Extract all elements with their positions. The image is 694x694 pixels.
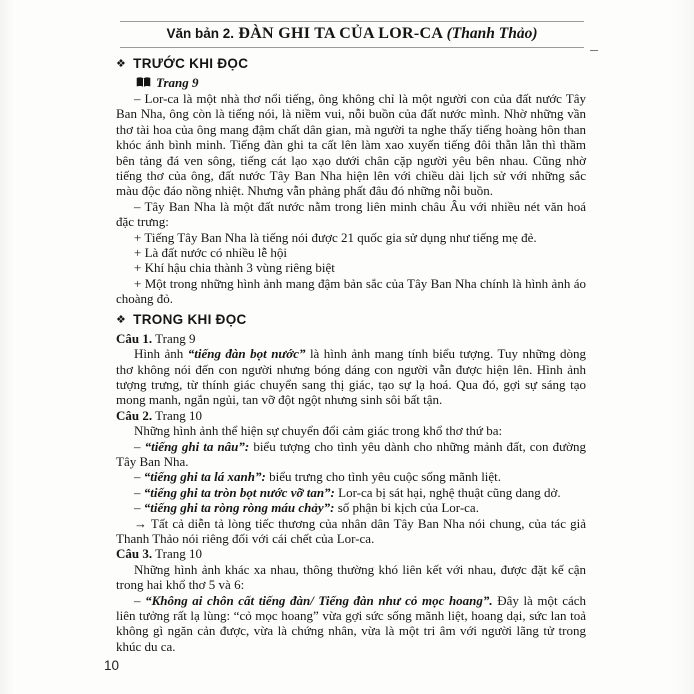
paragraph xyxy=(116,469,586,484)
text-segment: “Không ai chôn cất tiếng đàn/ Tiếng đàn như cỏ mọc hoang”. xyxy=(145,592,493,608)
text-segment: + Một trong những hình ảnh mang đậm bản sắc của Tây Ban Nha chính là hình ảnh áo choàng đỏ. xyxy=(116,275,586,307)
text-segment: Câu 3. xyxy=(116,546,153,562)
text-segment: – xyxy=(134,438,145,454)
section-heading xyxy=(116,312,586,329)
text-segment: “tiếng ghi ta tròn bọt nước vỡ tan”: xyxy=(143,484,335,500)
question-label xyxy=(116,408,586,423)
text-segment: “tiếng ghi ta ròng ròng máu chảy”: xyxy=(143,500,335,516)
diamond-icon: ❖ xyxy=(116,57,127,70)
text-segment: Trang 10 xyxy=(152,407,202,423)
section-heading xyxy=(116,56,586,73)
text-segment: – xyxy=(134,500,144,516)
text-segment: + Là đất nước có nhiều lễ hội xyxy=(134,245,288,261)
text-segment: Câu 2. xyxy=(116,407,153,423)
text-segment: biểu tượng cho tình yêu dành cho những mảnh đất, con đường Tây Ban Nha. xyxy=(116,438,587,469)
text-segment: Câu 1. xyxy=(116,330,153,346)
text-segment: là hình ảnh mang tính biểu tượng. Tuy những dòng thơ không nói đến con người nhưng bóng dáng con người vẫn được hiện lên. Hình ảnh tượng trưng, từ thính giác chuyển sang thị giác, tạo sự lạ hoá. Qua đó, gợi sự sáng tạo mong manh, ngắn ngủi, tan vỡ đột ngột nhưng sinh sôi bất tận. xyxy=(116,346,586,408)
page-number: 10 xyxy=(104,658,120,673)
paragraph xyxy=(116,245,586,260)
section-heading-label: TRƯỚC KHI ĐỌC xyxy=(133,56,249,71)
document-label: Văn bản 2. xyxy=(166,26,235,41)
text-segment: + Tiếng Tây Ban Nha là tiếng nói được 21 quốc gia sử dụng như tiếng mẹ đẻ. xyxy=(134,229,537,245)
text-segment: Hình ảnh xyxy=(134,346,188,362)
text-segment: Những hình ảnh thể hiện sự chuyển đổi cảm giác trong khổ thơ thứ ba: xyxy=(134,423,503,439)
document-author: (Thanh Thảo) xyxy=(446,25,538,42)
text-segment: “tiếng ghi ta lá xanh”: xyxy=(143,469,266,485)
text-segment: biểu trưng cho tình yêu cuộc sống mãnh liệt. xyxy=(265,469,502,485)
paragraph xyxy=(116,485,586,500)
paragraph xyxy=(116,439,586,470)
text-segment: – xyxy=(134,592,146,608)
text-segment: – Tây Ban Nha là một đất nước nằm trong liên minh châu Âu với nhiều nét văn hoá đặc trưng: xyxy=(116,198,586,230)
paragraph xyxy=(116,230,586,245)
paragraph xyxy=(116,260,586,275)
paragraph xyxy=(116,423,586,438)
paragraph xyxy=(116,593,586,655)
content-blocks xyxy=(116,56,586,654)
open-book-icon xyxy=(136,76,151,87)
document-title: ĐÀN GHI TA CỦA LOR-CA xyxy=(234,25,447,42)
paragraph xyxy=(116,516,586,547)
paragraph xyxy=(116,346,586,408)
text-segment: “tiếng đàn bọt nước” xyxy=(187,346,306,362)
source-label: Trang 9 xyxy=(156,75,199,90)
text-segment: số phận bi kịch của Lor-ca. xyxy=(334,500,479,516)
page-title xyxy=(120,22,584,47)
question-label xyxy=(116,546,586,561)
paragraph xyxy=(116,562,586,593)
paragraph xyxy=(116,276,586,307)
paragraph xyxy=(116,500,586,515)
section-heading-label: TRONG KHI ĐỌC xyxy=(133,311,247,327)
text-segment: – xyxy=(134,484,144,500)
text-segment: – Lor-ca là một nhà thơ nổi tiếng, ông không chỉ là một người con của đất nước Tây Ban Nha, ông còn là tiếng nói, là niềm vui, nỗi buồn của đất nước mình. Nhờ những vần thơ tài hoa của ông mang đậm chất dân gian, mà người ta nghe thấy tiếng hoàng hôn than khóc ánh bình minh. Tiếng đàn ghi ta cất lên làm xao xuyến tiếng đôi thằn lằn thì thầm bên tảng đá ven sông, tiếng cát lạo xạo dưới chân cặp người yêu bên nhau. Cũng nhờ tiếng thơ của ông, đất nước Tây Ban Nha hiện lên với chiều dài lịch sử với những sắc màu độc đáo nồng nhiệt. Nhưng vẫn phảng phất đâu đó những nỗi buồn. xyxy=(116,91,586,199)
text-segment: Lor-ca bị sát hại, nghệ thuật cũng dang dở. xyxy=(334,484,561,500)
text-segment: Đây là một cách liên tưởng rất lạ lùng: “cỏ mọc hoang” vừa gợi sức sống mãnh liệt, hoang dại, sức lan toả không gì ngăn cản được, vừa là chứng nhân, vừa là một tri âm với người lãng tử trong khúc du ca. xyxy=(116,592,586,654)
page-header xyxy=(120,0,584,48)
text-segment: Trang 9 xyxy=(152,330,196,346)
text-segment: Những hình ảnh khác xa nhau, thông thường khó liên kết với nhau, được đặt kế cận trong hai khổ thơ 5 và 6: xyxy=(116,561,586,593)
text-segment: + Khí hậu chia thành 3 vùng riêng biệt xyxy=(134,260,335,276)
text-segment: Trang 10 xyxy=(152,546,202,562)
text-segment: “tiếng ghi ta nâu”: xyxy=(144,438,250,454)
source-line xyxy=(136,75,586,91)
text-segment: – xyxy=(134,469,144,485)
text-segment: → Tất cả diễn tả lòng tiếc thương của nhân dân Tây Ban Nha nói chung, của tác giả Thanh Thảo nói riêng đối với cái chết của Lor-ca. xyxy=(116,515,586,546)
diamond-icon: ❖ xyxy=(116,312,127,326)
question-label xyxy=(116,331,586,346)
paragraph xyxy=(116,199,586,230)
header-rule-bottom xyxy=(120,47,584,48)
paragraph xyxy=(116,91,586,199)
